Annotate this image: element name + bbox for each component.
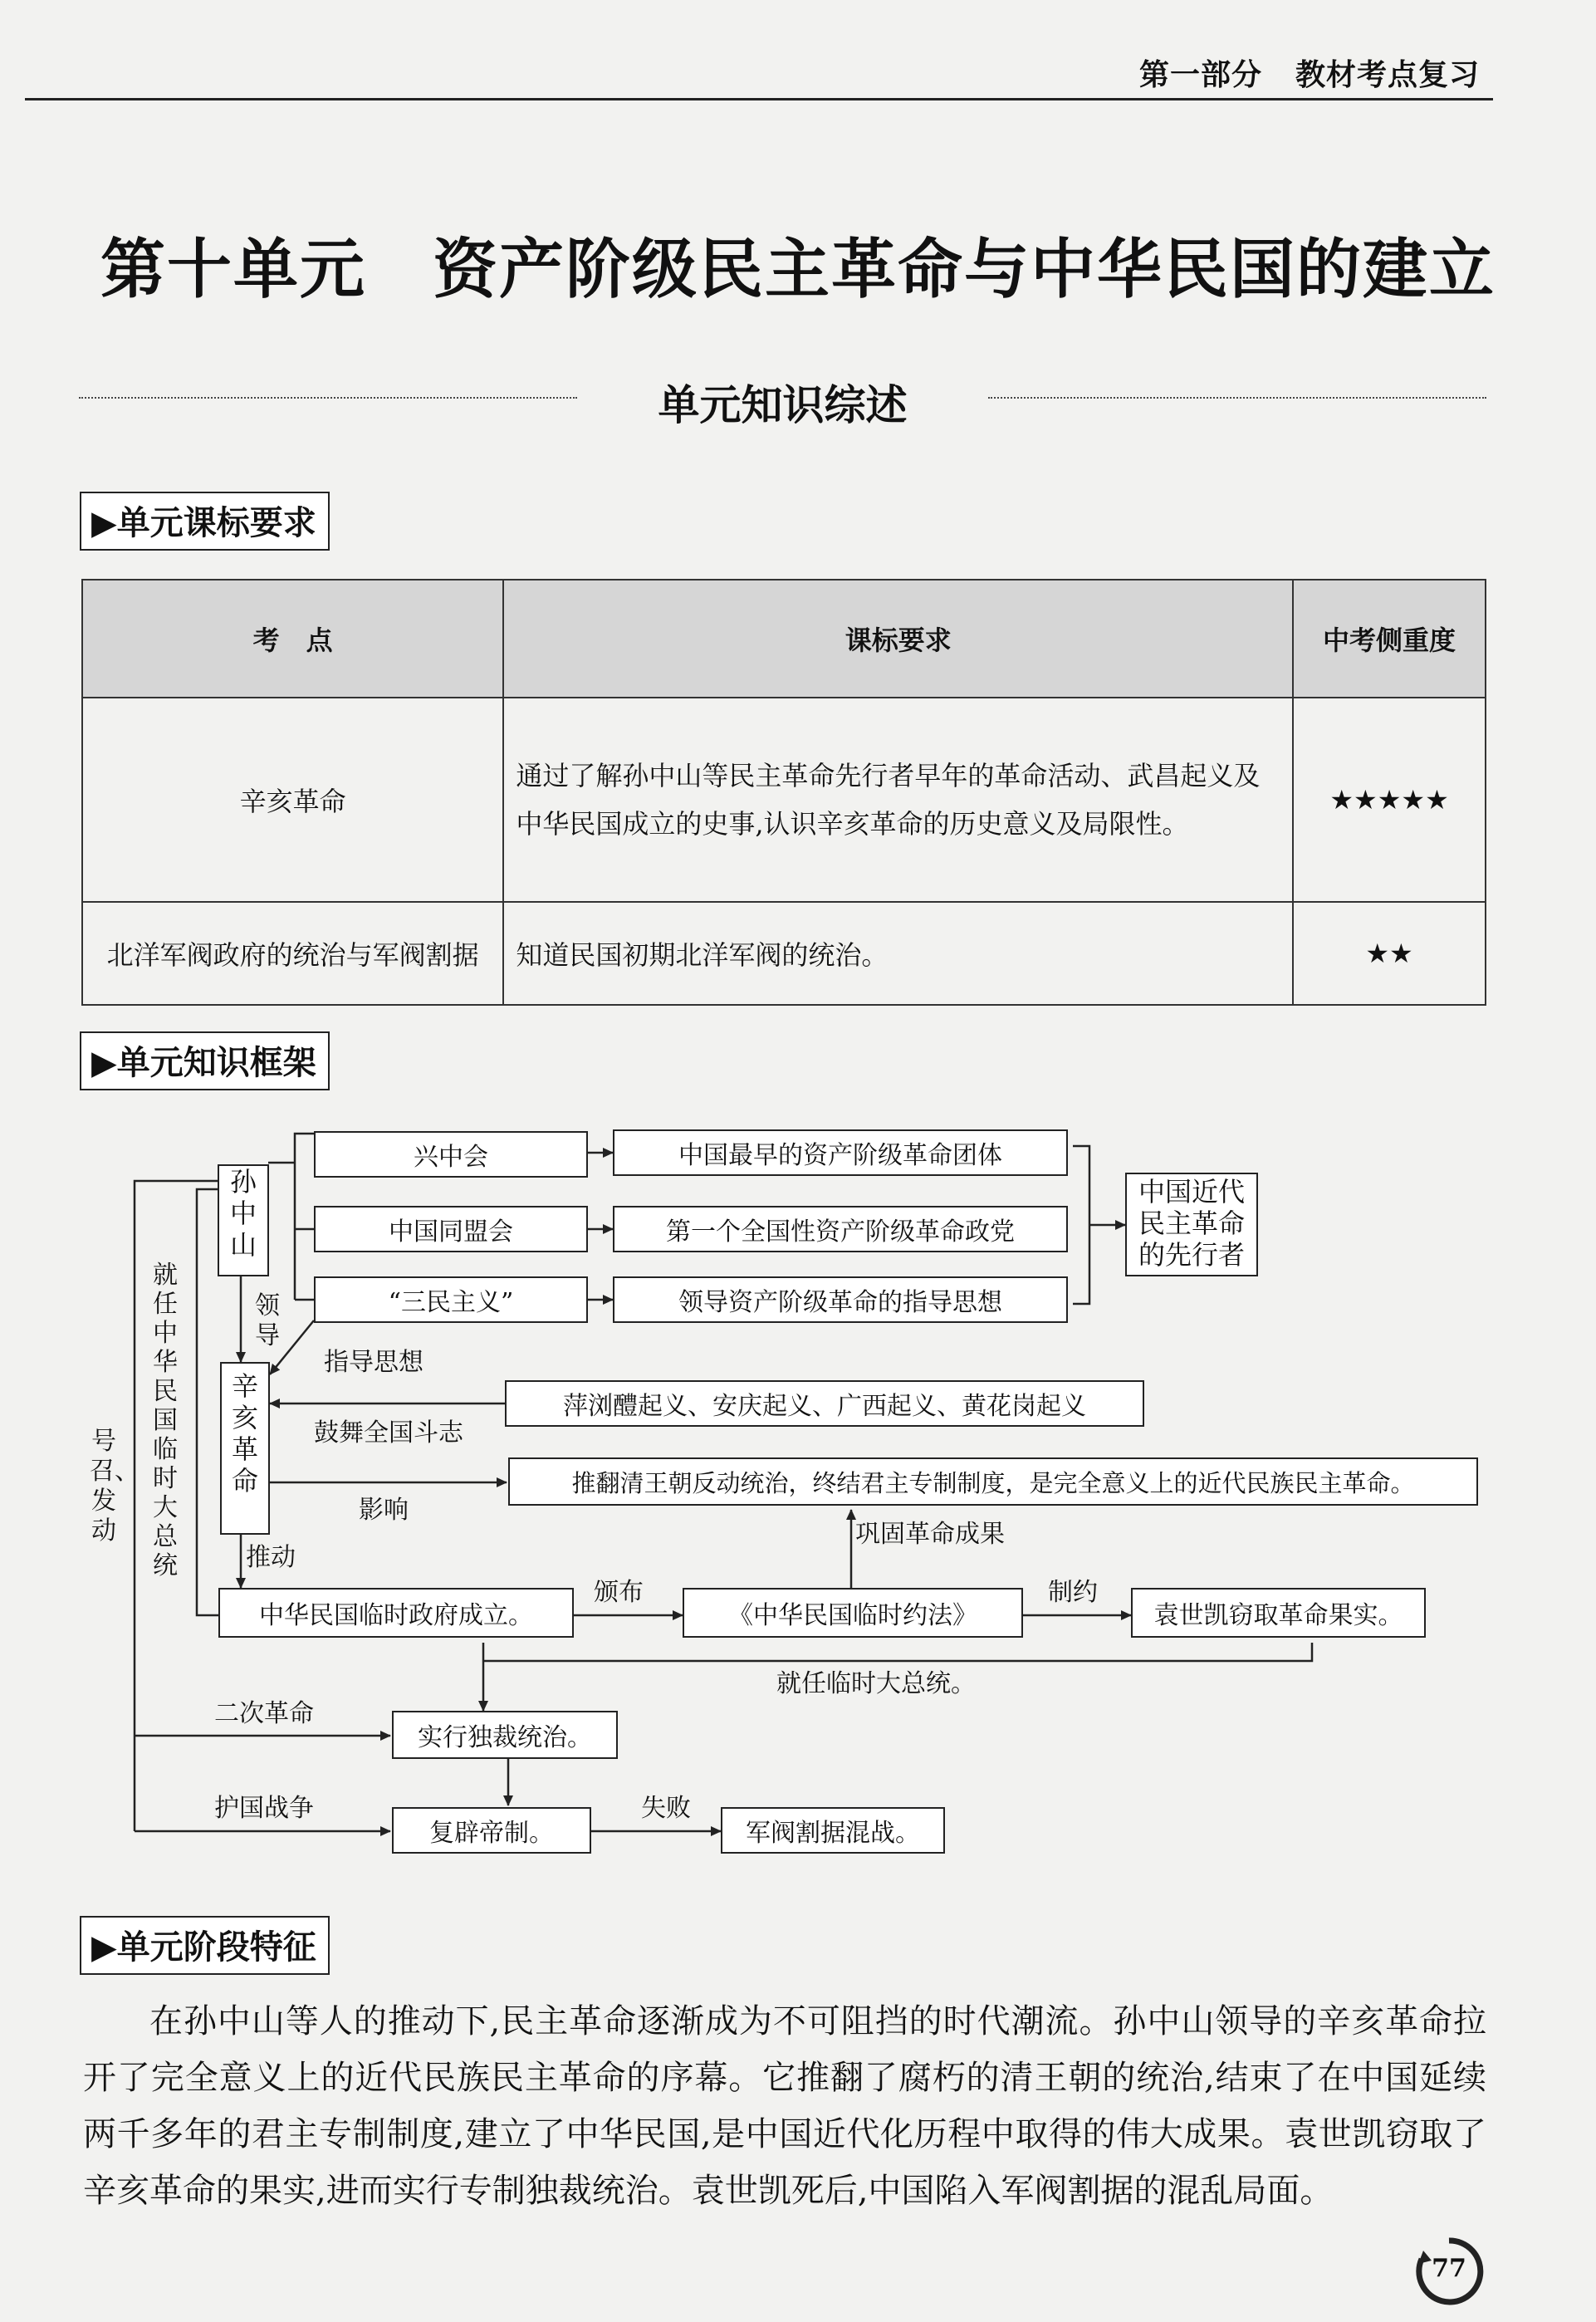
feature-paragraph: 在孙中山等人的推动下,民主革命逐渐成为不可阻挡的时代潮流。孙中山领导的辛亥革命拉开了完全意义上的近代民族民主革命的序幕。它推翻了腐朽的清王朝的统治,结束了在中国延续两千多年的君主专制制度,建立了中华民国,是中国近代化历程中取得的伟大成果。袁世凯窃取了辛亥革命的果实,进而实行专制独裁统治。袁世凯死后,中国陷入军阀割据的混乱局面。 — [83, 2002, 1486, 2210]
node-warlord-chaos: 军阀割据混战。 — [721, 1807, 945, 1854]
node-dictatorship: 实行独裁统治。 — [392, 1711, 618, 1759]
label-influence: 影响 — [359, 1496, 409, 1525]
table-header-cell: 课标要求 — [503, 580, 1293, 698]
node-sun-zhongshan-label: 孙中山 — [229, 1166, 257, 1261]
table-cell-weight: ★★★★★ — [1293, 698, 1486, 902]
node-desc-sanminzhuyi: 领导资产阶级革命的指导思想 — [613, 1276, 1068, 1323]
label-call: 号召、发动 — [90, 1427, 140, 1546]
node-tongmenghui: 中国同盟会 — [314, 1206, 588, 1252]
label-inspire: 鼓舞全国斗志 — [314, 1418, 463, 1448]
node-xinhai: 辛亥革命 — [220, 1362, 270, 1535]
table-cell-weight: ★★ — [1293, 902, 1486, 1005]
table-header-cell: 考 点 — [82, 580, 503, 698]
node-desc-xingzhonghui: 中国最早的资产阶级革命团体 — [613, 1129, 1068, 1176]
node-restore-monarchy: 复辟帝制。 — [392, 1807, 591, 1854]
section-heading-features: ▶单元阶段特征 — [80, 1916, 330, 1975]
node-provisional-government: 中华民国临时政府成立。 — [218, 1588, 574, 1638]
label-consolidate: 巩固革命成果 — [855, 1520, 1005, 1549]
header-section: 教材考点复习 — [1295, 58, 1480, 92]
label-second-revolution: 二次革命 — [214, 1699, 314, 1728]
section-heading-framework: ▶单元知识框架 — [80, 1031, 330, 1090]
table-cell-topic: 辛亥革命 — [82, 698, 503, 902]
node-desc-tongmenghui: 第一个全国性资产阶级革命政党 — [613, 1206, 1068, 1252]
label-president: 就任中华民国临时大总统 — [153, 1261, 178, 1580]
label-lead: 领导 — [255, 1291, 280, 1350]
table-header-cell: 中考侧重度 — [1293, 580, 1486, 698]
table-cell-topic: 北洋军阀政府的统治与军阀割据 — [82, 902, 503, 1005]
node-uprisings: 萍浏醴起义、安庆起义、广西起义、黄花岗起义 — [505, 1380, 1144, 1427]
label-temp-president: 就任临时大总统。 — [776, 1669, 976, 1698]
label-fail: 失败 — [641, 1794, 691, 1823]
node-result: 推翻清王朝反动统治，终结君主专制制度，是完全意义上的近代民族民主革命。 — [508, 1457, 1478, 1506]
label-promote: 推动 — [246, 1543, 296, 1572]
table-cell-requirement: 通过了解孙中山等民主革命先行者早年的革命活动、武昌起义及中华民国成立的史事,认识辛亥革命的历史意义及局限性。 — [503, 698, 1293, 902]
node-sanminzhuyi: “三民主义” — [314, 1276, 588, 1323]
label-guide: 指导思想 — [324, 1348, 423, 1377]
page-number: 77 — [1432, 2254, 1466, 2283]
label-promulgate: 颁布 — [594, 1578, 644, 1607]
node-pioneer: 中国近代民主革命的先行者 — [1125, 1173, 1258, 1276]
subtitle: 单元知识综述 — [658, 380, 908, 429]
page-number-badge — [1412, 2234, 1486, 2309]
section-heading-standards: ▶单元课标要求 — [80, 492, 330, 551]
node-provisional-constitution: 《中华民国临时约法》 — [683, 1588, 1023, 1638]
node-sun-zhongshan — [218, 1164, 269, 1276]
page-title: 第十单元 资产阶级民主革命与中华民国的建立 — [100, 232, 1496, 307]
label-restrict: 制约 — [1048, 1578, 1098, 1607]
node-xingzhonghui: 兴中会 — [314, 1131, 588, 1178]
table-cell-requirement: 知道民国初期北洋军阀的统治。 — [503, 902, 1293, 1005]
node-yuan-shikai: 袁世凯窃取革命果实。 — [1131, 1588, 1426, 1638]
header-part: 第一部分 — [1138, 58, 1262, 92]
label-national-protection-war: 护国战争 — [214, 1794, 314, 1823]
